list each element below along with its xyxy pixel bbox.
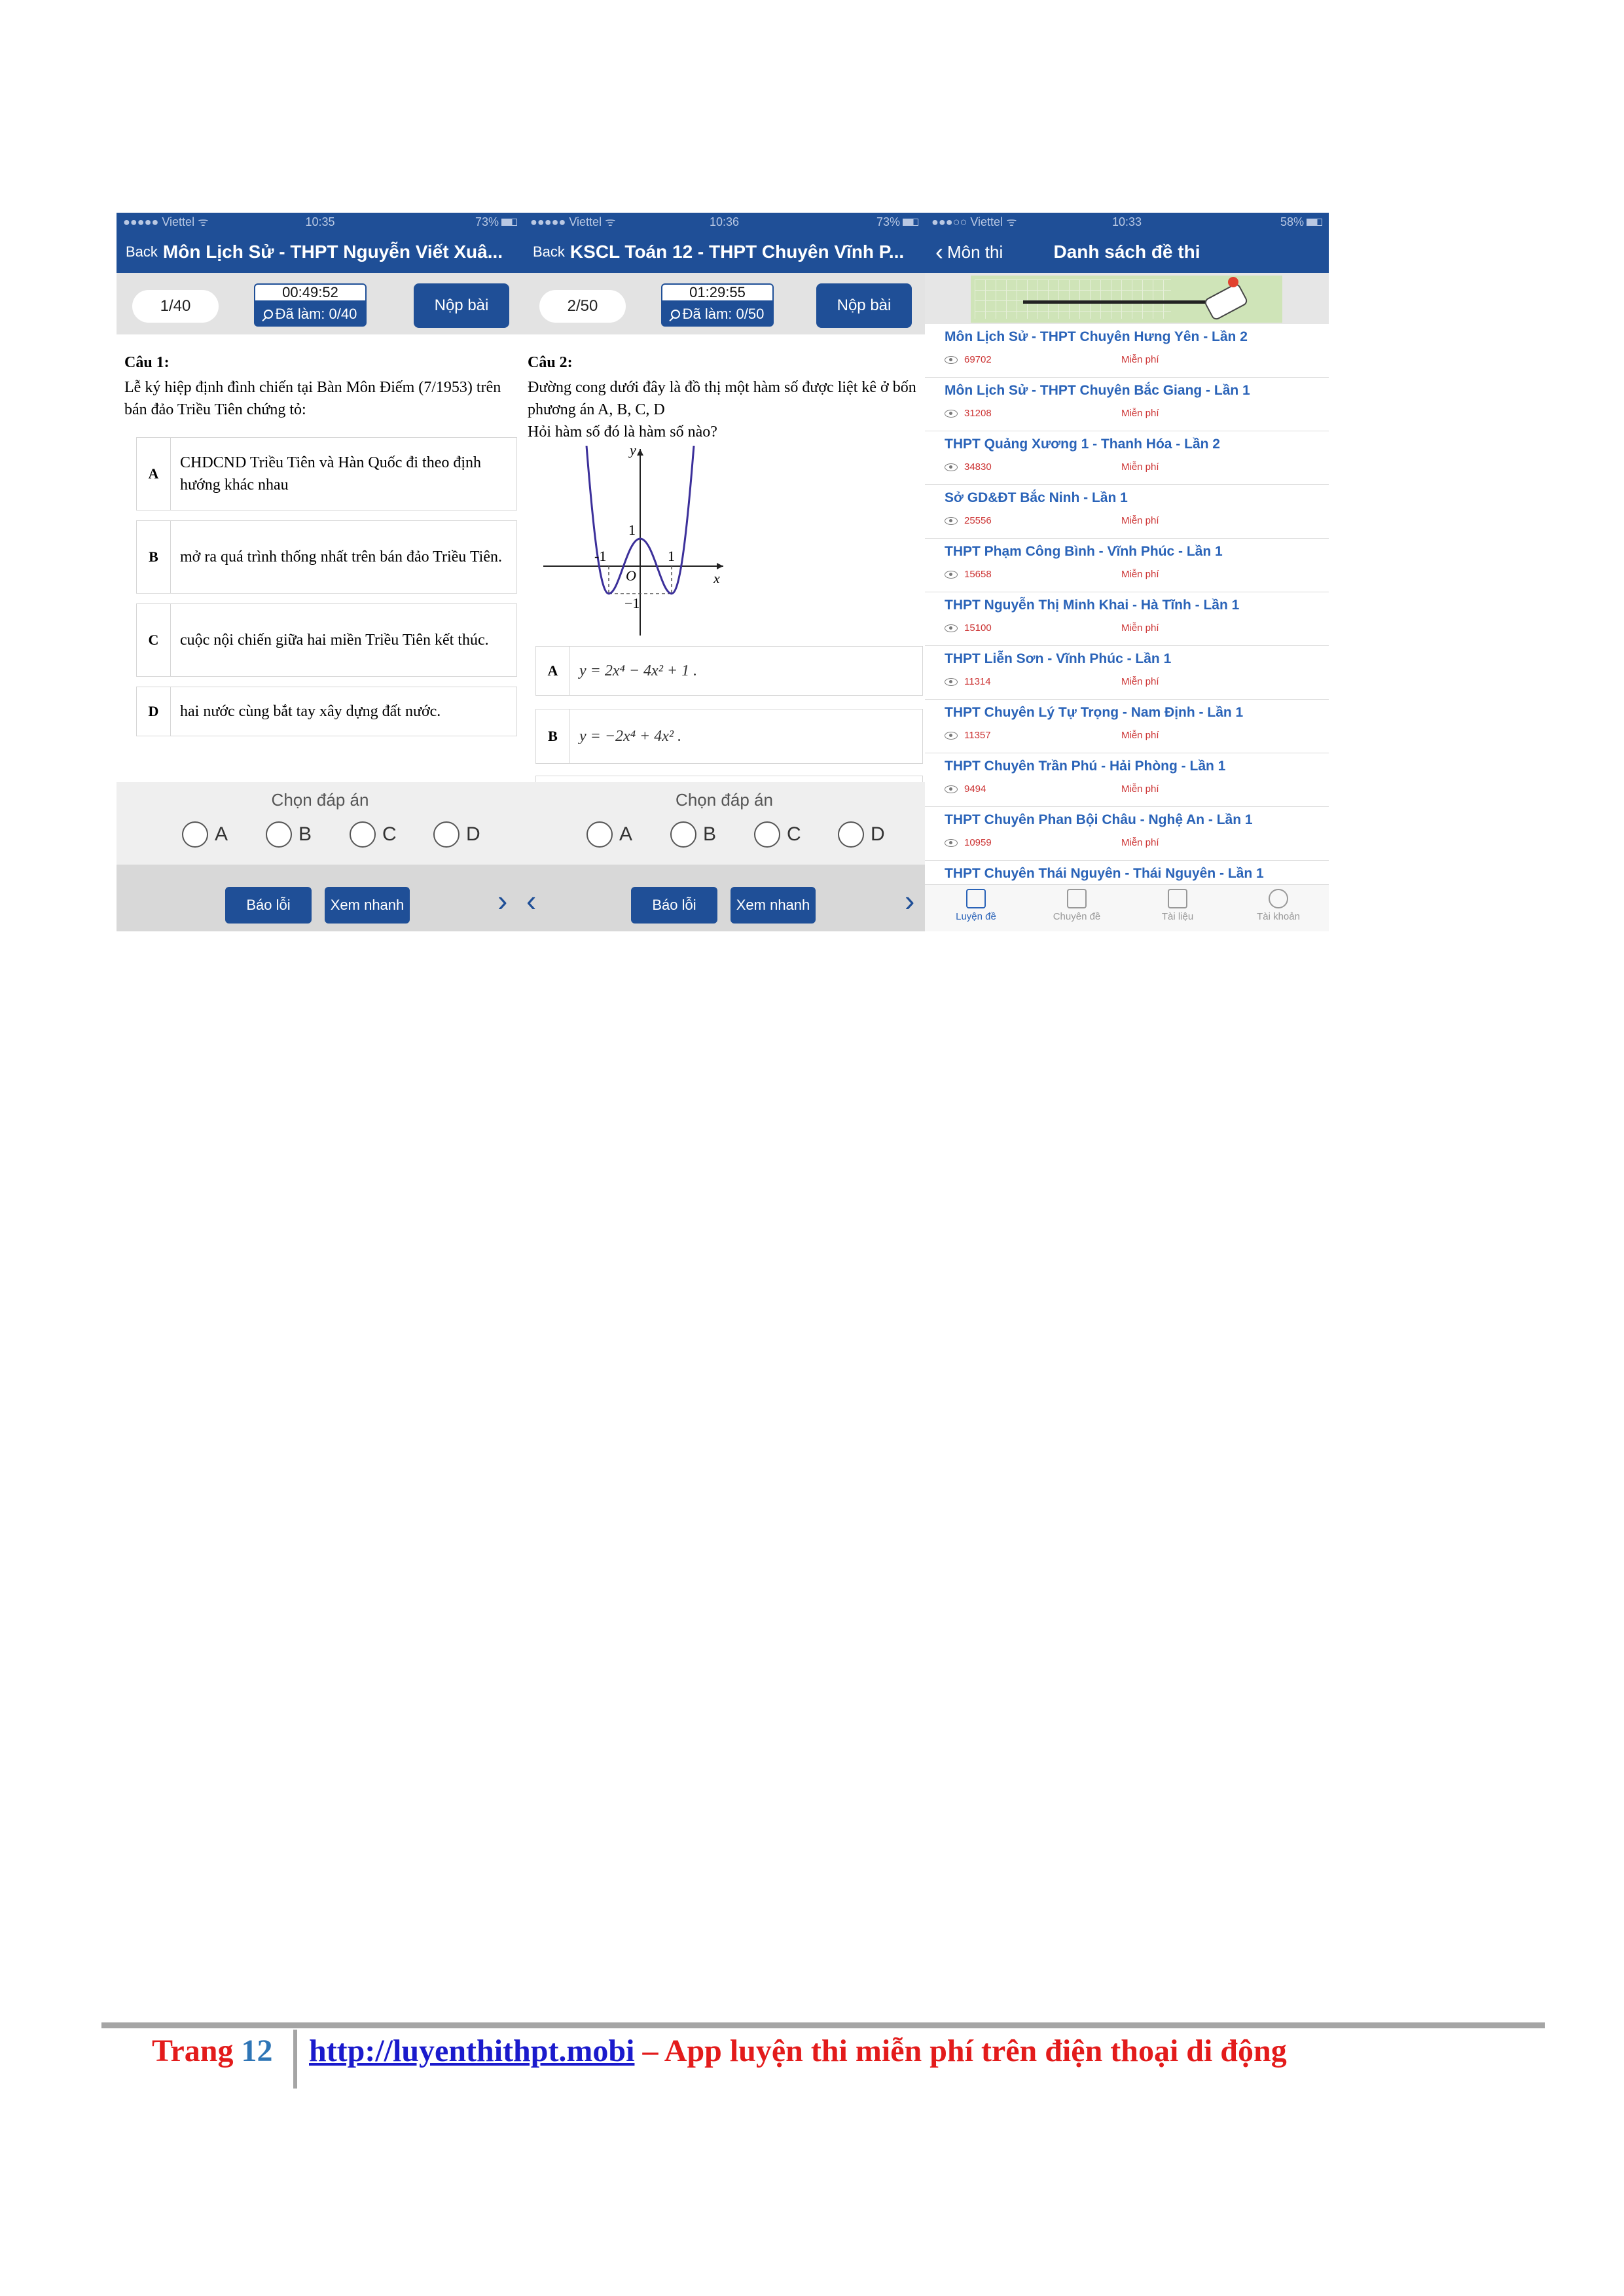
title-bar xyxy=(117,231,524,273)
list-item[interactable] xyxy=(925,539,1329,592)
exam-list xyxy=(925,324,1329,914)
exam-item-meta xyxy=(945,837,1159,848)
radio-icon xyxy=(350,821,376,848)
page-number: 12 xyxy=(241,2034,273,2068)
exam-item-meta xyxy=(945,783,1159,795)
price-label: Miễn phí xyxy=(1121,730,1159,741)
option-letter: A xyxy=(536,647,570,695)
footer-separator xyxy=(293,2030,297,2089)
exam-item-title: Sở GD&ĐT Bắc Ninh - Lần 1 xyxy=(945,490,1128,505)
question-counter: 2/50 xyxy=(539,290,626,323)
timer-panel[interactable] xyxy=(254,283,367,327)
option-text: mở ra quá trình thống nhất trên bán đảo Triều Tiên. xyxy=(180,548,502,565)
tab-practice[interactable] xyxy=(937,889,1015,922)
tick-label-1-top: 1 xyxy=(628,522,636,538)
option-text: cuộc nội chiến giữa hai miền Triều Tiên kết thúc. xyxy=(180,632,489,649)
banner-map-image xyxy=(971,276,1282,323)
footer-rule xyxy=(101,2022,1545,2028)
choice-label: A xyxy=(619,823,633,845)
choice-a[interactable] xyxy=(586,821,632,848)
exam-item-title: THPT Phạm Công Bình - Vĩnh Phúc - Lần 1 xyxy=(945,544,1223,559)
battery-percent: 73% xyxy=(876,215,900,228)
question-text-2: Hỏi hàm số đó là hàm số nào? xyxy=(528,423,717,440)
eye-icon xyxy=(945,732,958,740)
title-bar xyxy=(524,231,925,273)
tab-label: Luyện đề xyxy=(956,911,996,922)
tick-label-1-right: 1 xyxy=(668,548,675,564)
clock: 10:36 xyxy=(709,215,740,228)
battery-indicator xyxy=(876,215,918,229)
next-question-icon[interactable]: › xyxy=(497,884,508,918)
battery-icon xyxy=(1307,219,1322,226)
book-icon xyxy=(1168,889,1187,908)
choice-b[interactable] xyxy=(670,821,716,848)
timer-panel[interactable] xyxy=(661,283,774,327)
price-label: Miễn phí xyxy=(1121,408,1159,419)
back-button[interactable]: Back xyxy=(533,243,565,260)
radio-icon xyxy=(586,821,613,848)
eye-icon xyxy=(945,356,958,364)
list-item[interactable] xyxy=(925,753,1329,807)
list-item[interactable] xyxy=(925,700,1329,753)
radio-icon xyxy=(838,821,864,848)
status-bar xyxy=(524,213,925,231)
choice-a[interactable] xyxy=(182,821,228,848)
eye-icon xyxy=(945,624,958,632)
y-label: y xyxy=(630,446,636,458)
radio-icon xyxy=(670,821,696,848)
exam-item-meta xyxy=(945,676,1159,687)
view-count: 31208 xyxy=(964,408,992,419)
progress-status[interactable] xyxy=(254,302,367,327)
battery-percent: 73% xyxy=(475,215,499,228)
status-bar xyxy=(117,213,524,231)
battery-percent: 58% xyxy=(1280,215,1304,228)
account-icon xyxy=(1269,889,1288,908)
tick-label-neg1-bottom: −1 xyxy=(624,595,640,611)
choice-label: C xyxy=(382,823,397,845)
price-label: Miễn phí xyxy=(1121,783,1159,795)
exam-toolbar xyxy=(117,273,524,334)
submit-button[interactable]: Nộp bài xyxy=(414,283,509,328)
view-count: 69702 xyxy=(964,354,992,365)
tick-label-neg1-left: -1 xyxy=(594,548,607,564)
page-footer-number xyxy=(152,2033,272,2069)
quick-view-button[interactable]: Xem nhanh xyxy=(731,887,816,924)
choice-d[interactable] xyxy=(433,821,480,848)
option-b[interactable] xyxy=(535,709,923,764)
exam-list-screen xyxy=(925,213,1329,931)
choice-label: D xyxy=(871,823,885,845)
option-c[interactable] xyxy=(136,603,517,677)
report-error-button[interactable]: Báo lỗi xyxy=(631,887,717,924)
back-button[interactable]: Back xyxy=(126,243,158,260)
option-a[interactable] xyxy=(535,646,923,696)
eye-icon xyxy=(945,571,958,579)
price-label: Miễn phí xyxy=(1121,676,1159,687)
page-label: Trang xyxy=(152,2034,234,2068)
question-text: Đường cong dưới đây là đồ thị một hàm số được liệt kê ở bốn phương án A, B, C, D xyxy=(528,379,916,418)
option-text: y = −2x⁴ + 4x² . xyxy=(579,728,682,745)
tab-label: Chuyên đề xyxy=(1053,911,1101,922)
option-a[interactable] xyxy=(136,437,517,511)
option-text: CHDCND Triều Tiên và Hàn Quốc đi theo định hướng khác nhau xyxy=(180,454,482,493)
choose-answer-label: Chọn đáp án xyxy=(676,790,773,810)
quick-view-button[interactable]: Xem nhanh xyxy=(325,887,410,924)
exam-title: KSCL Toán 12 - THPT Chuyên Vĩnh P... xyxy=(569,242,905,262)
countdown-timer: 01:29:55 xyxy=(661,283,774,302)
x-axis-arrow xyxy=(717,563,723,569)
choice-d[interactable] xyxy=(838,821,885,848)
list-item[interactable] xyxy=(925,485,1329,539)
price-label: Miễn phí xyxy=(1121,354,1159,365)
choice-label: B xyxy=(298,823,312,845)
radio-icon xyxy=(433,821,460,848)
question-counter: 1/40 xyxy=(132,290,219,323)
next-question-icon[interactable]: › xyxy=(905,884,915,918)
choice-b[interactable] xyxy=(266,821,312,848)
view-count: 25556 xyxy=(964,515,992,526)
view-count: 11314 xyxy=(964,676,991,687)
eye-icon xyxy=(945,678,958,686)
exam-item-meta xyxy=(945,515,1159,526)
status-bar xyxy=(925,213,1329,231)
eye-icon xyxy=(945,839,958,847)
choice-label: C xyxy=(787,823,801,845)
list-item[interactable] xyxy=(925,324,1329,378)
option-d[interactable] xyxy=(136,687,517,736)
answer-selector xyxy=(117,782,524,865)
option-b[interactable] xyxy=(136,520,517,594)
carrier-label: ●●●●● Viettel ᯤ xyxy=(123,215,209,228)
footer-tagline: – App luyện thi miễn phí trên điện thoại di động xyxy=(634,2034,1287,2068)
option-letter: D xyxy=(137,687,171,736)
battery-indicator xyxy=(475,215,517,229)
tab-label: Tài liệu xyxy=(1161,911,1194,922)
origin-label: O xyxy=(626,567,636,584)
exam-item-title: THPT Chuyên Phan Bội Châu - Nghệ An - Lần 1 xyxy=(945,812,1253,827)
option-letter: B xyxy=(137,521,171,593)
eye-icon xyxy=(945,785,958,793)
exam-item-title: THPT Nguyễn Thị Minh Khai - Hà Tĩnh - Lần 1 xyxy=(945,598,1240,613)
choice-label: D xyxy=(466,823,480,845)
radio-icon xyxy=(754,821,780,848)
choose-answer-label: Chọn đáp án xyxy=(271,790,369,810)
battery-indicator xyxy=(1280,215,1322,229)
chevron-left-icon: ‹ xyxy=(935,238,943,265)
exam-item-title: THPT Quảng Xương 1 - Thanh Hóa - Lần 2 xyxy=(945,437,1220,452)
ad-banner[interactable] xyxy=(925,273,1329,324)
exam-item-meta xyxy=(945,730,1159,741)
option-text: hai nước cùng bắt tay xây dựng đất nước. xyxy=(180,703,441,720)
back-label: Môn thi xyxy=(947,242,1003,262)
page-title: Danh sách đề thi xyxy=(1053,242,1200,262)
price-label: Miễn phí xyxy=(1121,461,1159,473)
exam-item-title: Môn Lịch Sử - THPT Chuyên Hưng Yên - Lần 2 xyxy=(945,329,1248,344)
search-icon xyxy=(264,310,273,319)
battery-icon xyxy=(903,219,918,226)
tab-documents[interactable] xyxy=(1138,889,1217,922)
choice-label: A xyxy=(215,823,228,845)
exam-item-meta xyxy=(945,622,1159,634)
countdown-timer: 00:49:52 xyxy=(254,283,367,302)
list-item[interactable] xyxy=(925,592,1329,646)
radio-icon xyxy=(182,821,208,848)
price-label: Miễn phí xyxy=(1121,515,1159,526)
list-item[interactable] xyxy=(925,646,1329,700)
practice-icon xyxy=(966,889,986,908)
eye-icon xyxy=(945,410,958,418)
exam-item-title: Môn Lịch Sử - THPT Chuyên Bắc Giang - Lần 1 xyxy=(945,383,1250,398)
view-count: 15658 xyxy=(964,569,992,580)
x-label: x xyxy=(713,570,720,586)
progress-status[interactable] xyxy=(661,302,774,327)
radio-icon xyxy=(266,821,292,848)
clock: 10:33 xyxy=(1111,215,1142,228)
question-text: Lễ ký hiệp định đình chiến tại Bàn Môn Điếm (7/1953) trên bán đảo Triều Tiên chứng tỏ: xyxy=(124,379,501,418)
tab-label: Tài khoản xyxy=(1257,911,1300,922)
carrier-label: ●●●●● Viettel ᯤ xyxy=(530,215,616,228)
battery-icon xyxy=(501,219,517,226)
view-count: 10959 xyxy=(964,837,992,848)
exam-item-meta xyxy=(945,354,1159,365)
y-axis-arrow xyxy=(637,449,643,456)
view-count: 9494 xyxy=(964,783,986,795)
price-label: Miễn phí xyxy=(1121,837,1159,848)
submit-button[interactable]: Nộp bài xyxy=(816,283,912,328)
exam-item-title: THPT Liễn Sơn - Vĩnh Phúc - Lần 1 xyxy=(945,651,1172,666)
search-icon xyxy=(671,310,680,319)
exam-item-meta xyxy=(945,408,1159,419)
choice-label: B xyxy=(703,823,717,845)
choice-c[interactable] xyxy=(754,821,801,848)
option-letter: B xyxy=(536,709,570,763)
footer-link[interactable]: http://luyenthithpt.mobi xyxy=(309,2034,635,2068)
eye-icon xyxy=(945,517,958,525)
exam-screen-history xyxy=(117,213,524,931)
view-count: 15100 xyxy=(964,622,992,634)
progress-label: Đã làm: 0/40 xyxy=(275,306,357,322)
list-item[interactable] xyxy=(925,431,1329,485)
report-error-button[interactable]: Báo lỗi xyxy=(225,887,312,924)
answer-selector xyxy=(524,782,925,865)
option-letter: A xyxy=(137,438,171,510)
title-bar xyxy=(925,231,1329,273)
progress-label: Đã làm: 0/50 xyxy=(682,306,765,322)
exam-screen-math xyxy=(524,213,925,931)
car-icon xyxy=(1203,282,1249,321)
tab-topics[interactable] xyxy=(1038,889,1116,922)
list-item[interactable] xyxy=(925,378,1329,431)
bottom-action-bar xyxy=(117,865,524,931)
price-label: Miễn phí xyxy=(1121,622,1159,634)
view-count: 34830 xyxy=(964,461,992,473)
tab-bar xyxy=(925,884,1329,931)
option-letter: C xyxy=(137,604,171,676)
back-button[interactable] xyxy=(935,231,1003,273)
exam-item-title: THPT Chuyên Lý Tự Trọng - Nam Định - Lần 1 xyxy=(945,705,1244,720)
option-text: y = 2x⁴ − 4x² + 1 . xyxy=(579,662,698,679)
previous-question-icon[interactable]: ‹ xyxy=(526,884,537,918)
eye-icon xyxy=(945,463,958,471)
question-number: Câu 2: xyxy=(528,354,573,371)
exam-title: Môn Lịch Sử - THPT Nguyễn Viết Xuâ... xyxy=(162,242,503,262)
carrier-label: ●●●○○ Viettel ᯤ xyxy=(931,215,1017,228)
view-count: 11357 xyxy=(964,730,991,741)
exam-item-meta xyxy=(945,569,1159,580)
clock: 10:35 xyxy=(305,215,335,228)
exam-item-title: THPT Chuyên Thái Nguyên - Thái Nguyên - Lần 1 xyxy=(945,866,1264,881)
tab-account[interactable] xyxy=(1239,889,1318,922)
question-number: Câu 1: xyxy=(124,354,170,371)
map-pin-icon xyxy=(1228,277,1238,287)
exam-item-meta xyxy=(945,461,1159,473)
list-item[interactable] xyxy=(925,807,1329,861)
banner-grid xyxy=(975,279,1171,319)
bottom-action-bar xyxy=(524,865,925,931)
price-label: Miễn phí xyxy=(1121,569,1159,580)
topics-icon xyxy=(1067,889,1087,908)
function-graph xyxy=(543,446,727,636)
choice-c[interactable] xyxy=(350,821,397,848)
exam-toolbar xyxy=(524,273,925,334)
exam-item-title: THPT Chuyên Trần Phú - Hải Phòng - Lần 1 xyxy=(945,759,1226,774)
footer-text xyxy=(309,2033,1287,2069)
